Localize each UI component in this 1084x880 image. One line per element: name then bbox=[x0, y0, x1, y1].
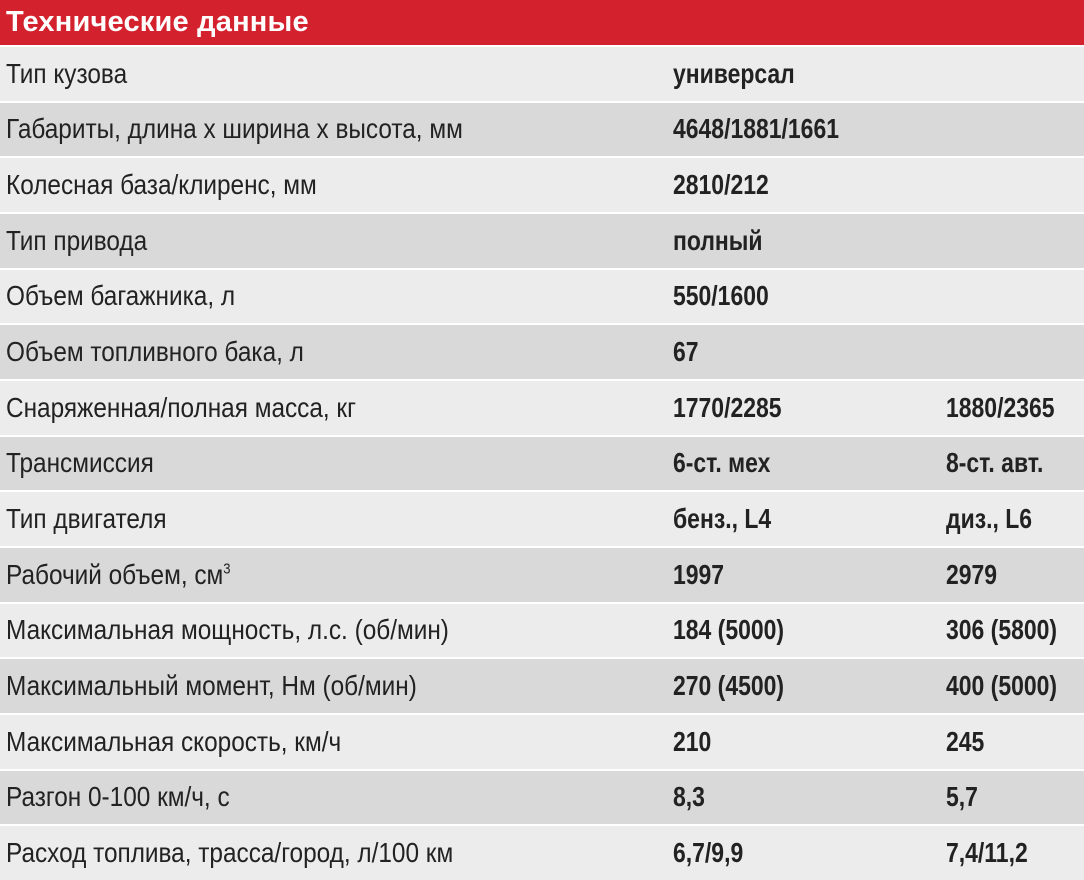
table-row bbox=[0, 156, 1084, 212]
row-label bbox=[0, 503, 668, 535]
row-value-variant-2-text: 400 (5000) bbox=[946, 670, 1058, 702]
table-row bbox=[0, 546, 1084, 602]
row-label bbox=[0, 559, 668, 591]
row-value-variant-1-text: 2810/212 bbox=[673, 169, 769, 201]
row-value-variant-1 bbox=[668, 726, 940, 758]
row-value-variant-1-text: универсал bbox=[673, 57, 795, 89]
row-value-variant-1-text: 6-ст. мех bbox=[673, 447, 771, 479]
row-value-variant-2-text: 245 bbox=[946, 725, 985, 757]
row-value-variant-1 bbox=[668, 113, 940, 145]
row-label-text: Снаряженная/полная масса, кг bbox=[6, 391, 356, 423]
table-row bbox=[0, 713, 1084, 769]
row-value-variant-2 bbox=[940, 837, 1084, 869]
row-label-text: Максимальная скорость, км/ч bbox=[6, 725, 342, 757]
row-value-variant-1 bbox=[668, 336, 940, 368]
row-label bbox=[0, 392, 668, 424]
row-label-text: Колесная база/клиренс, мм bbox=[6, 169, 317, 201]
table-title: Технические данные bbox=[0, 0, 1084, 45]
table-row bbox=[0, 490, 1084, 546]
table-row bbox=[0, 379, 1084, 435]
row-value-variant-1 bbox=[668, 837, 940, 869]
row-label-text: Максимальный момент, Нм (об/мин) bbox=[6, 670, 417, 702]
row-label bbox=[0, 447, 668, 479]
table-row bbox=[0, 657, 1084, 713]
table-row bbox=[0, 268, 1084, 324]
row-label-superscript: 3 bbox=[223, 560, 231, 578]
row-value-variant-2 bbox=[940, 670, 1084, 702]
row-value-variant-1 bbox=[668, 280, 940, 312]
row-value-variant-1 bbox=[668, 503, 940, 535]
row-label-text: Разгон 0-100 км/ч, с bbox=[6, 781, 230, 813]
row-value-variant-1-text: 184 (5000) bbox=[673, 614, 785, 646]
row-value-variant-2 bbox=[940, 614, 1084, 646]
table-row bbox=[0, 435, 1084, 491]
row-value-variant-1 bbox=[668, 559, 940, 591]
row-label-text: Объем топливного бака, л bbox=[6, 336, 304, 368]
row-value-variant-2 bbox=[940, 225, 1084, 257]
row-label bbox=[0, 614, 668, 646]
row-value-variant-2-text: 5,7 bbox=[946, 781, 978, 813]
row-value-variant-1 bbox=[668, 670, 940, 702]
row-label bbox=[0, 726, 668, 758]
row-value-variant-2-text: 306 (5800) bbox=[946, 614, 1058, 646]
table-row bbox=[0, 824, 1084, 880]
row-value-variant-1-text: 1770/2285 bbox=[673, 391, 782, 423]
row-value-variant-2 bbox=[940, 503, 1084, 535]
row-value-variant-1-text: 270 (4500) bbox=[673, 670, 785, 702]
row-label bbox=[0, 169, 668, 201]
row-value-variant-1 bbox=[668, 447, 940, 479]
table-row bbox=[0, 769, 1084, 825]
row-value-variant-1-text: полный bbox=[673, 224, 763, 256]
row-value-variant-1-text: 550/1600 bbox=[673, 280, 769, 312]
row-value-variant-1-text: 67 bbox=[673, 336, 699, 368]
row-value-variant-1-text: 4648/1881/1661 bbox=[673, 113, 839, 145]
row-value-variant-1-text: бенз., L4 bbox=[673, 503, 772, 535]
row-value-variant-2 bbox=[940, 559, 1084, 591]
table-row bbox=[0, 45, 1084, 101]
row-label-text: Габариты, длина х ширина х высота, мм bbox=[6, 113, 463, 145]
row-label bbox=[0, 670, 668, 702]
row-value-variant-1 bbox=[668, 781, 940, 813]
row-value-variant-2 bbox=[940, 169, 1084, 201]
table-row bbox=[0, 602, 1084, 658]
row-label bbox=[0, 225, 668, 257]
row-label-text: Максимальная мощность, л.с. (об/мин) bbox=[6, 614, 449, 646]
row-value-variant-1-text: 8,3 bbox=[673, 781, 705, 813]
row-label-text: Объем багажника, л bbox=[6, 280, 236, 312]
row-label bbox=[0, 280, 668, 312]
table-row bbox=[0, 101, 1084, 157]
table-row bbox=[0, 323, 1084, 379]
row-value-variant-2 bbox=[940, 726, 1084, 758]
row-label bbox=[0, 781, 668, 813]
row-label bbox=[0, 837, 668, 869]
row-value-variant-2 bbox=[940, 280, 1084, 312]
row-value-variant-2 bbox=[940, 113, 1084, 145]
row-value-variant-2-text: диз., L6 bbox=[946, 503, 1033, 535]
row-value-variant-2-text: 8-ст. авт. bbox=[946, 447, 1044, 479]
row-value-variant-1 bbox=[668, 58, 940, 90]
row-label-text: Трансмиссия bbox=[6, 447, 154, 479]
row-label bbox=[0, 113, 668, 145]
row-value-variant-1 bbox=[668, 614, 940, 646]
row-value-variant-2 bbox=[940, 336, 1084, 368]
row-value-variant-2 bbox=[940, 58, 1084, 90]
row-value-variant-1-text: 6,7/9,9 bbox=[673, 837, 744, 869]
row-value-variant-1 bbox=[668, 392, 940, 424]
row-value-variant-1-text: 1997 bbox=[673, 558, 725, 590]
row-label-text: Расход топлива, трасса/город, л/100 км bbox=[6, 837, 454, 869]
row-label-text: Тип двигателя bbox=[6, 503, 167, 535]
row-value-variant-2-text: 7,4/11,2 bbox=[946, 837, 1028, 869]
row-label-text: Тип кузова bbox=[6, 57, 128, 89]
row-value-variant-1 bbox=[668, 169, 940, 201]
table-body bbox=[0, 45, 1084, 880]
row-value-variant-2-text: 1880/2365 bbox=[946, 391, 1055, 423]
row-label bbox=[0, 336, 668, 368]
row-label-text: Тип привода bbox=[6, 224, 148, 256]
row-value-variant-2-text: 2979 bbox=[946, 558, 998, 590]
row-value-variant-2 bbox=[940, 781, 1084, 813]
row-value-variant-1-text: 210 bbox=[673, 725, 712, 757]
row-value-variant-1 bbox=[668, 225, 940, 257]
row-value-variant-2 bbox=[940, 392, 1084, 424]
row-label bbox=[0, 58, 668, 90]
row-value-variant-2 bbox=[940, 447, 1084, 479]
row-label-text: Рабочий объем, см bbox=[6, 558, 224, 590]
table-row bbox=[0, 212, 1084, 268]
